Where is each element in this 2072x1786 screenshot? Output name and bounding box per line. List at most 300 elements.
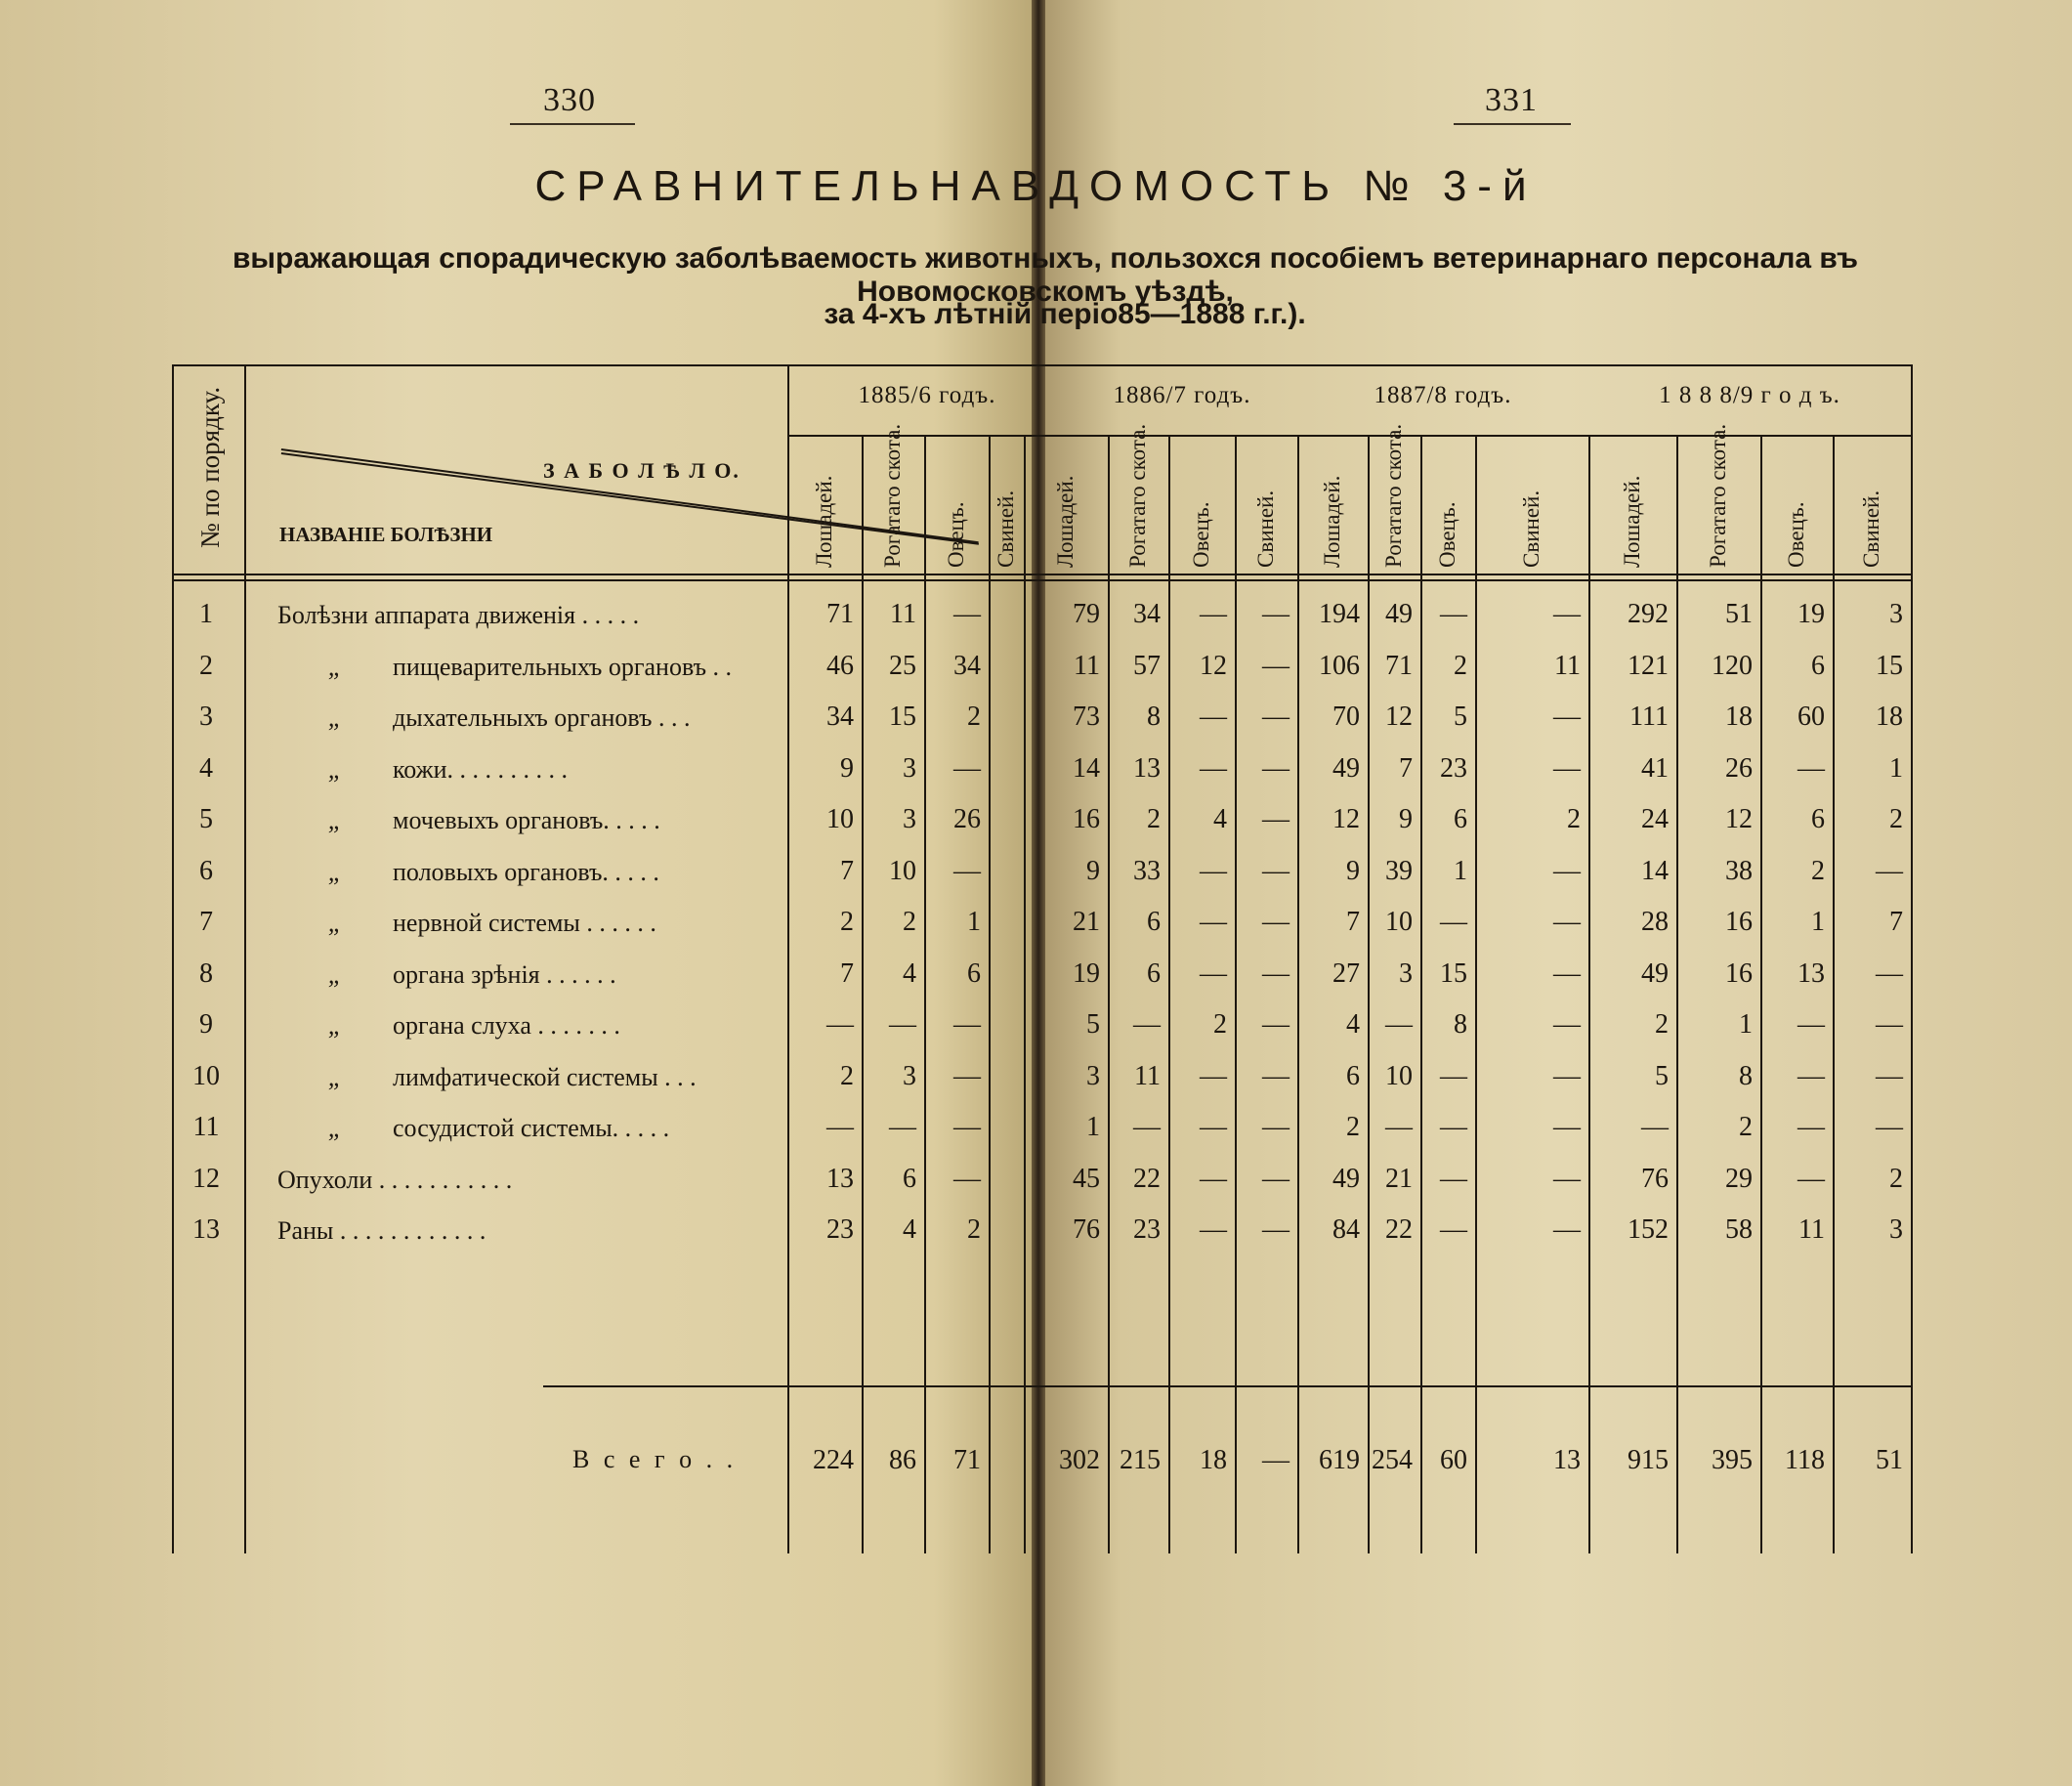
- column-header: Овецъ.: [1435, 501, 1459, 568]
- table-cell: 22: [1385, 1214, 1413, 1245]
- table-cell: 1: [1811, 907, 1825, 937]
- morbidity-table: [172, 364, 1911, 1553]
- table-cell: 13: [1797, 957, 1825, 989]
- table-cell: 11: [1134, 1060, 1161, 1091]
- disease-label: [277, 601, 639, 630]
- row-number: 7: [199, 907, 213, 937]
- num-col-border: [244, 364, 246, 1553]
- table-right-border: [1911, 364, 1913, 1553]
- table-cell: —: [1200, 702, 1227, 732]
- table-cell: 10: [826, 804, 854, 834]
- disease-label: [277, 1114, 669, 1143]
- table-cell: —: [1440, 1060, 1467, 1091]
- row-number: 10: [192, 1060, 220, 1091]
- table-cell: —: [1797, 1060, 1825, 1091]
- table-cell: 34: [953, 650, 981, 681]
- table-cell: —: [1262, 1060, 1290, 1091]
- year-header-1888: 1 8 8 8/9 г о д ъ.: [1659, 382, 1840, 408]
- subtitle-2-left: за 4-хъ лѣтній періо: [824, 298, 1119, 330]
- table-cell: 3: [1086, 1060, 1100, 1091]
- year-header-1887: 1887/8 годъ.: [1374, 382, 1512, 408]
- table-cell: —: [889, 1009, 916, 1040]
- total-cell: 86: [889, 1445, 916, 1475]
- table-cell: 120: [1712, 650, 1753, 681]
- table-top-border: [172, 364, 1911, 366]
- table-cell: 6: [1147, 907, 1161, 937]
- table-cell: —: [953, 1163, 981, 1194]
- table-cell: —: [1553, 1060, 1581, 1091]
- total-cell: 915: [1628, 1445, 1669, 1475]
- total-cell: 71: [953, 1445, 981, 1475]
- table-cell: 3: [1889, 599, 1903, 629]
- row-number: 1: [199, 599, 213, 629]
- table-cell: 46: [826, 650, 854, 681]
- disease-label: [277, 1216, 486, 1246]
- table-cell: 2: [1567, 804, 1581, 834]
- table-cell: —: [1133, 1009, 1161, 1040]
- row-number: 2: [199, 650, 213, 681]
- table-cell: 2: [967, 1214, 981, 1245]
- disease-name: нервной системы . . . . . .: [393, 909, 656, 937]
- table-cell: 15: [1876, 650, 1903, 681]
- table-cell: 33: [1133, 855, 1161, 886]
- table-cell: —: [1200, 1112, 1227, 1142]
- table-cell: 1: [1454, 855, 1467, 886]
- table-cell: 45: [1073, 1163, 1100, 1194]
- table-cell: 29: [1725, 1163, 1753, 1194]
- column-header: Лошадей.: [1620, 475, 1644, 568]
- table-cell: 71: [826, 599, 854, 629]
- subtitle-1-left: выражающая спорадическую заболѣваемость животныхъ, пользо: [232, 242, 1213, 275]
- table-cell: 11: [1074, 650, 1100, 681]
- total-cell: 254: [1372, 1445, 1413, 1475]
- table-cell: 2: [967, 702, 981, 732]
- table-cell: 23: [1440, 752, 1467, 784]
- table-cell: —: [826, 1112, 854, 1142]
- disease-name-header: НАЗВАНІЕ БОЛѢЗНИ: [279, 523, 493, 546]
- table-cell: 3: [903, 752, 916, 784]
- total-cell: 60: [1440, 1445, 1467, 1475]
- table-cell: —: [1262, 752, 1290, 784]
- disease-name: дыхательныхъ органовъ . . .: [393, 703, 691, 732]
- year-header-1885: 1885/6 годъ.: [858, 382, 996, 408]
- table-cell: 2: [840, 1060, 854, 1091]
- table-cell: —: [1797, 1009, 1825, 1040]
- total-cell: —: [1262, 1445, 1290, 1475]
- row-number: 6: [199, 855, 213, 886]
- column-header: Лошадей.: [1053, 475, 1078, 568]
- table-cell: —: [1200, 599, 1227, 629]
- table-cell: 76: [1641, 1163, 1669, 1194]
- disease-label: [277, 806, 660, 835]
- disease-name: кожи. . . . . . . . . .: [393, 754, 569, 784]
- table-cell: 3: [903, 804, 916, 834]
- num-column-header: № по порядку.: [195, 386, 225, 548]
- table-cell: 76: [1073, 1214, 1100, 1245]
- table-cell: —: [1200, 855, 1227, 886]
- disease-label: [277, 653, 732, 682]
- table-cell: —: [1200, 1214, 1227, 1245]
- year-header-line: [787, 435, 1911, 437]
- table-cell: —: [1262, 804, 1290, 834]
- page-number-left: 330: [543, 82, 596, 118]
- table-cell: —: [1440, 599, 1467, 629]
- table-cell: 21: [1073, 907, 1100, 937]
- table-cell: 16: [1073, 804, 1100, 834]
- table-cell: 19: [1797, 599, 1825, 629]
- table-cell: 51: [1725, 599, 1753, 629]
- table-cell: —: [953, 599, 981, 629]
- table-cell: 2: [1811, 855, 1825, 886]
- table-cell: 15: [1440, 957, 1467, 989]
- table-cell: 58: [1725, 1214, 1753, 1245]
- table-cell: 10: [1385, 907, 1413, 937]
- table-cell: 13: [826, 1163, 854, 1194]
- disease-label: [277, 960, 616, 990]
- table-cell: 9: [840, 752, 854, 784]
- table-cell: 6: [1147, 957, 1161, 989]
- subtitle-line-2: [772, 298, 1358, 331]
- header-bottom-line-double: [172, 579, 1911, 581]
- table-cell: 2: [1655, 1009, 1669, 1040]
- table-cell: —: [953, 1060, 981, 1091]
- table-cell: 21: [1385, 1163, 1413, 1194]
- table-cell: —: [1876, 855, 1903, 886]
- total-cell: 18: [1200, 1445, 1227, 1475]
- table-cell: 10: [1385, 1060, 1413, 1091]
- table-cell: 34: [826, 702, 854, 732]
- ditto-mark: „: [327, 909, 343, 937]
- disease-name: лимфатической системы . . .: [393, 1062, 697, 1091]
- table-cell: 41: [1641, 752, 1669, 784]
- table-cell: —: [1440, 1163, 1467, 1194]
- ditto-mark: „: [327, 806, 343, 834]
- table-cell: 23: [826, 1214, 854, 1245]
- table-cell: 13: [1133, 752, 1161, 784]
- table-cell: 2: [1147, 804, 1161, 834]
- column-header: Лошадей.: [1320, 475, 1344, 568]
- table-cell: —: [953, 752, 981, 784]
- disease-name: Раны . . . . . . . . . . . .: [277, 1216, 486, 1245]
- column-header: Овецъ.: [944, 501, 968, 568]
- disease-label: [277, 1063, 697, 1092]
- table-cell: 152: [1628, 1214, 1669, 1245]
- zabolelo-header: З А Б О Л Ѣ Л О.: [543, 458, 740, 483]
- table-cell: —: [1262, 855, 1290, 886]
- table-cell: 18: [1725, 702, 1753, 732]
- disease-label: [277, 1011, 620, 1041]
- table-cell: 14: [1073, 752, 1100, 784]
- total-cell: 619: [1319, 1445, 1360, 1475]
- column-header: Овецъ.: [1189, 501, 1213, 568]
- table-cell: 49: [1332, 1163, 1360, 1194]
- table-cell: —: [1641, 1112, 1669, 1142]
- table-cell: 11: [1554, 650, 1581, 681]
- table-cell: 5: [1086, 1009, 1100, 1040]
- table-cell: 49: [1385, 599, 1413, 629]
- header-bottom-line: [172, 574, 1911, 575]
- table-cell: —: [953, 1112, 981, 1142]
- table-cell: —: [953, 1009, 981, 1040]
- row-number: 9: [199, 1009, 213, 1040]
- table-cell: 9: [1399, 804, 1413, 834]
- ditto-mark: „: [327, 652, 343, 681]
- total-cell: 215: [1120, 1445, 1161, 1475]
- table-cell: 70: [1332, 702, 1360, 732]
- total-separator-line: [543, 1385, 1911, 1387]
- table-cell: 4: [903, 1214, 916, 1245]
- table-cell: 292: [1628, 599, 1669, 629]
- table-cell: 23: [1133, 1214, 1161, 1245]
- table-cell: —: [1553, 1009, 1581, 1040]
- ditto-mark: „: [327, 703, 343, 732]
- column-header: Свиней.: [1253, 489, 1278, 568]
- table-cell: 10: [889, 855, 916, 886]
- table-cell: 6: [967, 957, 981, 989]
- row-number: 13: [192, 1214, 220, 1245]
- table-cell: 1: [1889, 752, 1903, 784]
- table-cell: 9: [1346, 855, 1360, 886]
- table-cell: 2: [840, 907, 854, 937]
- table-cell: 27: [1332, 957, 1360, 989]
- column-divider: [989, 435, 991, 1553]
- disease-name: сосудистой системы. . . . .: [393, 1114, 670, 1142]
- ditto-mark: „: [327, 1114, 343, 1142]
- page-number-rule-left: [510, 123, 635, 125]
- row-number: 4: [199, 752, 213, 784]
- table-cell: 12: [1385, 702, 1413, 732]
- table-cell: 2: [1346, 1112, 1360, 1142]
- column-header: Рогатаго скота.: [880, 423, 905, 568]
- table-cell: —: [1553, 957, 1581, 989]
- table-cell: 26: [1725, 752, 1753, 784]
- ditto-mark: „: [327, 1011, 343, 1040]
- year-header-1886: 1886/7 годъ.: [1113, 382, 1251, 408]
- title-right-part: ВДОМОСТЬ № 3-й: [1010, 162, 1538, 210]
- table-cell: 73: [1073, 702, 1100, 732]
- table-cell: —: [826, 1009, 854, 1040]
- table-cell: —: [1262, 1163, 1290, 1194]
- table-cell: —: [1200, 1163, 1227, 1194]
- table-cell: —: [1133, 1112, 1161, 1142]
- table-cell: 57: [1133, 650, 1161, 681]
- table-cell: 7: [1346, 907, 1360, 937]
- table-cell: 106: [1319, 650, 1360, 681]
- table-cell: 84: [1332, 1214, 1360, 1245]
- subtitle-1-right: хся пособіемъ ветеринарнаго персонала въ Новомосковскомъ уѣздѣ,: [857, 242, 1858, 308]
- table-cell: —: [1440, 1112, 1467, 1142]
- table-cell: 39: [1385, 855, 1413, 886]
- table-cell: 12: [1725, 804, 1753, 834]
- table-cell: 5: [1655, 1060, 1669, 1091]
- table-cell: —: [1553, 855, 1581, 886]
- table-cell: —: [1262, 1214, 1290, 1245]
- table-cell: 26: [953, 804, 981, 834]
- table-cell: —: [1262, 599, 1290, 629]
- total-label: В с е г о . .: [572, 1445, 738, 1473]
- page-number-right: 331: [1485, 82, 1538, 118]
- table-cell: 6: [1811, 804, 1825, 834]
- table-cell: 7: [840, 855, 854, 886]
- table-cell: 6: [903, 1163, 916, 1194]
- row-number: 8: [199, 957, 213, 989]
- table-cell: —: [1385, 1009, 1413, 1040]
- table-cell: —: [1200, 1060, 1227, 1091]
- ditto-mark: „: [327, 857, 343, 886]
- disease-label: [277, 703, 690, 733]
- disease-name: половыхъ органовъ. . . . .: [393, 857, 659, 886]
- table-cell: 49: [1641, 957, 1669, 989]
- column-header: Рогатаго скота.: [1125, 423, 1150, 568]
- table-cell: —: [1553, 599, 1581, 629]
- table-cell: 2: [1213, 1009, 1227, 1040]
- table-cell: 25: [889, 650, 916, 681]
- table-cell: 38: [1725, 855, 1753, 886]
- table-cell: 6: [1811, 650, 1825, 681]
- table-cell: 24: [1641, 804, 1669, 834]
- table-cell: 3: [903, 1060, 916, 1091]
- table-cell: 3: [1889, 1214, 1903, 1245]
- table-cell: 60: [1797, 702, 1825, 732]
- table-cell: 7: [1889, 907, 1903, 937]
- total-cell: 224: [813, 1445, 854, 1475]
- table-cell: 2: [1889, 804, 1903, 834]
- table-cell: —: [1440, 907, 1467, 937]
- table-cell: 7: [840, 957, 854, 989]
- table-cell: 1: [1739, 1009, 1753, 1040]
- column-header: Рогатаго скота.: [1381, 423, 1406, 568]
- table-cell: 12: [1200, 650, 1227, 681]
- table-cell: 34: [1133, 599, 1161, 629]
- table-cell: 11: [1798, 1214, 1825, 1245]
- table-cell: 2: [1889, 1163, 1903, 1194]
- disease-label: [277, 755, 568, 785]
- table-cell: —: [1262, 957, 1290, 989]
- page-number-rule-right: [1454, 123, 1571, 125]
- total-cell: 118: [1785, 1445, 1825, 1475]
- table-cell: 111: [1629, 702, 1669, 732]
- table-cell: 1: [967, 907, 981, 937]
- row-number: 5: [199, 804, 213, 834]
- table-cell: —: [1200, 907, 1227, 937]
- table-cell: —: [1553, 1163, 1581, 1194]
- total-cell: 302: [1059, 1445, 1100, 1475]
- table-cell: 79: [1073, 599, 1100, 629]
- table-cell: 2: [903, 907, 916, 937]
- total-cell: 13: [1553, 1445, 1581, 1475]
- table-cell: —: [1553, 907, 1581, 937]
- table-cell: —: [1385, 1112, 1413, 1142]
- table-cell: —: [1262, 650, 1290, 681]
- table-cell: 19: [1073, 957, 1100, 989]
- table-cell: —: [1553, 1112, 1581, 1142]
- disease-label: [277, 1166, 512, 1195]
- table-cell: 16: [1725, 957, 1753, 989]
- table-cell: 8: [1147, 702, 1161, 732]
- table-cell: 49: [1332, 752, 1360, 784]
- table-cell: —: [1440, 1214, 1467, 1245]
- table-cell: —: [1876, 1060, 1903, 1091]
- row-number: 3: [199, 702, 213, 732]
- title-left-part: СРАВНИТЕЛЬНА: [534, 162, 1011, 210]
- column-header: Свиней.: [1859, 489, 1883, 568]
- table-cell: —: [1553, 752, 1581, 784]
- total-cell: 395: [1712, 1445, 1753, 1475]
- disease-name: пищеварительныхъ органовъ . .: [393, 652, 733, 681]
- table-cell: —: [1797, 1163, 1825, 1194]
- table-cell: —: [1876, 1009, 1903, 1040]
- table-cell: —: [1262, 1112, 1290, 1142]
- table-cell: 3: [1399, 957, 1413, 989]
- table-cell: 14: [1641, 855, 1669, 886]
- ditto-mark: „: [327, 754, 343, 784]
- table-cell: 2: [1739, 1112, 1753, 1142]
- table-cell: —: [889, 1112, 916, 1142]
- disease-name: органа зрѣнія . . . . . .: [393, 959, 616, 989]
- row-number: 12: [192, 1163, 220, 1194]
- table-cell: 15: [889, 702, 916, 732]
- table-cell: 9: [1086, 855, 1100, 886]
- disease-name: мочевыхъ органовъ. . . . .: [393, 806, 660, 834]
- table-cell: —: [1262, 1009, 1290, 1040]
- subtitle-2-right: 85—1888 г.г.).: [1118, 298, 1306, 330]
- table-cell: —: [1262, 702, 1290, 732]
- table-cell: 16: [1725, 907, 1753, 937]
- table-cell: 194: [1319, 599, 1360, 629]
- table-cell: 4: [1346, 1009, 1360, 1040]
- table-cell: —: [1200, 752, 1227, 784]
- table-cell: 7: [1399, 752, 1413, 784]
- column-header: Овецъ.: [1784, 501, 1808, 568]
- table-cell: —: [1797, 752, 1825, 784]
- table-cell: 11: [890, 599, 916, 629]
- disease-label: [277, 909, 656, 938]
- table-cell: 1: [1086, 1112, 1100, 1142]
- column-header: Свиней.: [994, 489, 1018, 568]
- ditto-mark: „: [327, 959, 343, 989]
- table-cell: 71: [1385, 650, 1413, 681]
- table-cell: 2: [1454, 650, 1467, 681]
- table-cell: 5: [1454, 702, 1467, 732]
- table-cell: 8: [1739, 1060, 1753, 1091]
- table-cell: —: [1553, 702, 1581, 732]
- ditto-mark: „: [327, 1062, 343, 1091]
- table-cell: 4: [1213, 804, 1227, 834]
- table-cell: —: [1876, 957, 1903, 989]
- column-header: Рогатаго скота.: [1706, 423, 1730, 568]
- disease-name: Болѣзни аппарата движенія . . . . .: [277, 601, 640, 629]
- table-cell: 6: [1346, 1060, 1360, 1091]
- table-cell: 6: [1454, 804, 1467, 834]
- table-cell: —: [1797, 1112, 1825, 1142]
- table-cell: 12: [1332, 804, 1360, 834]
- row-number: 11: [192, 1112, 220, 1142]
- table-cell: —: [1200, 957, 1227, 989]
- table-cell: —: [1876, 1112, 1903, 1142]
- disease-name: органа слуха . . . . . . .: [393, 1011, 620, 1040]
- table-cell: 22: [1133, 1163, 1161, 1194]
- table-cell: —: [1262, 907, 1290, 937]
- column-header: Лошадей.: [812, 475, 836, 568]
- document-title: [0, 162, 2072, 211]
- table-cell: 8: [1454, 1009, 1467, 1040]
- disease-label: [277, 858, 659, 887]
- table-cell: —: [953, 855, 981, 886]
- total-cell: 51: [1876, 1445, 1903, 1475]
- table-cell: 4: [903, 957, 916, 989]
- table-cell: 18: [1876, 702, 1903, 732]
- table-cell: 121: [1628, 650, 1669, 681]
